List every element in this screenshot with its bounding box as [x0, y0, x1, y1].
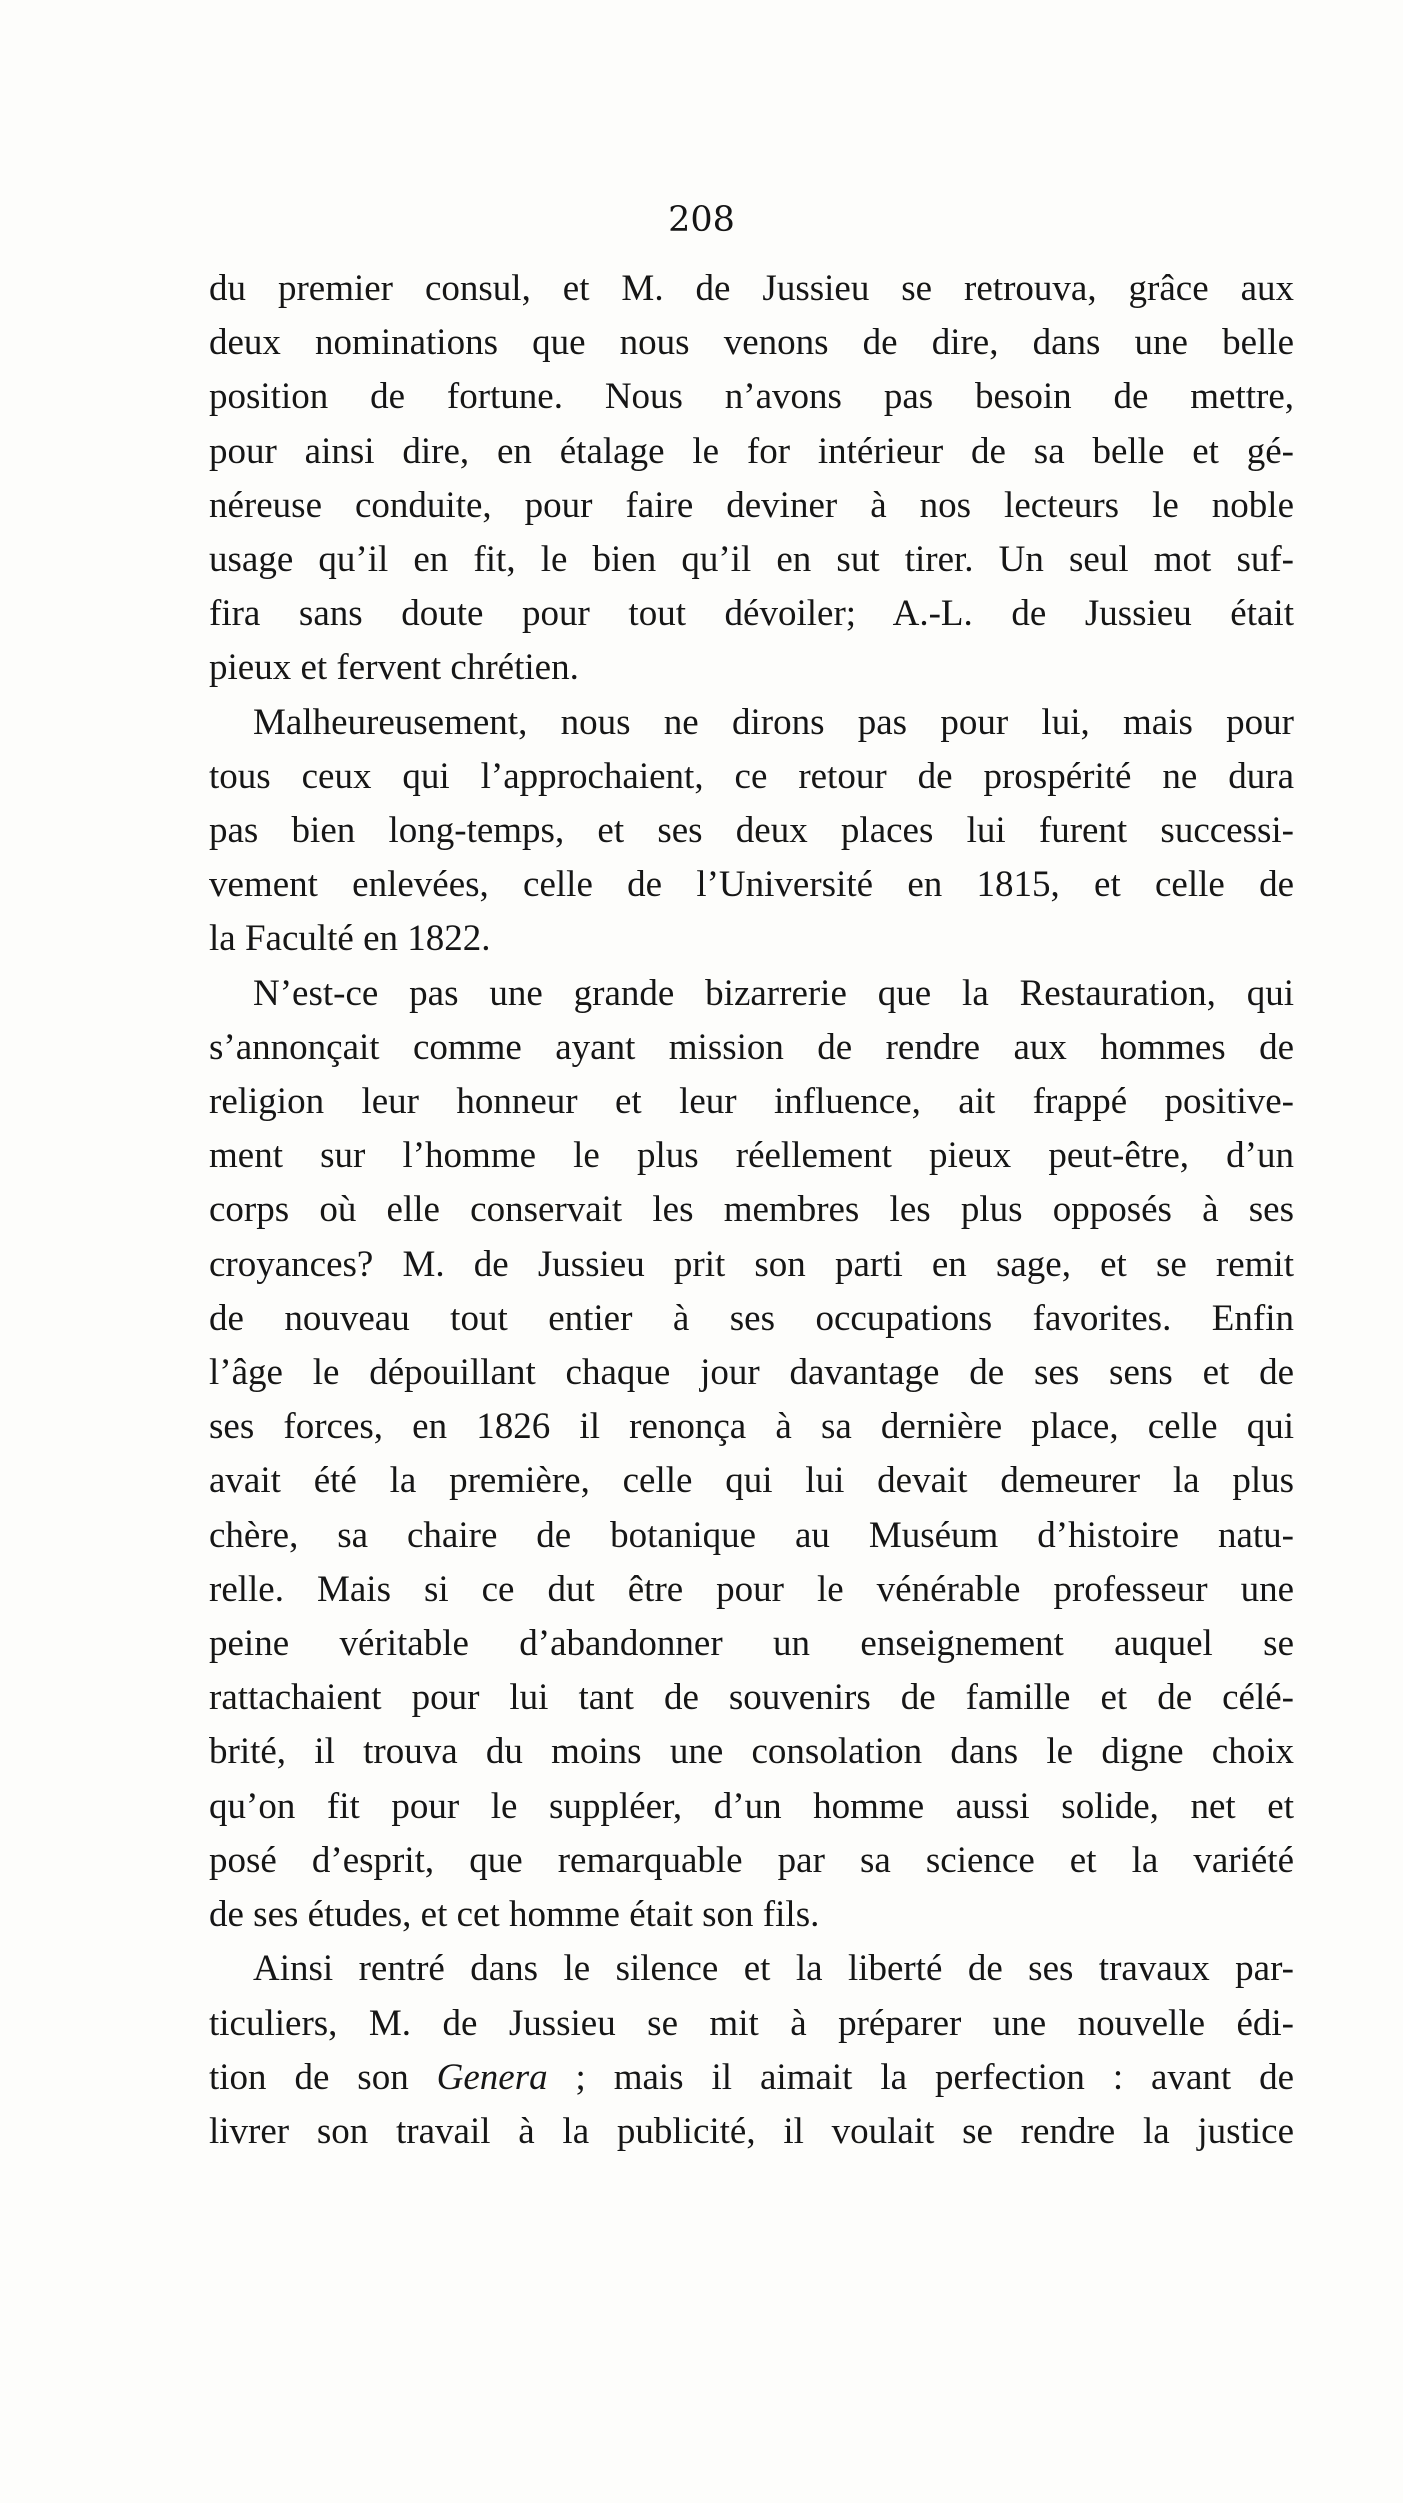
- page-number: 208: [668, 200, 735, 240]
- text-line: pieux et fervent chrétien.: [209, 647, 579, 689]
- text-line: position de fortune. Nous n’avons pas besoin de mettre,: [209, 376, 1294, 418]
- text-line: peine véritable d’abandonner un enseignement auquel se: [209, 1623, 1294, 1665]
- text-line: du premier consul, et M. de Jussieu se retrouva, grâce aux: [209, 268, 1294, 309]
- text-line: pour ainsi dire, en étalage le for intérieur de sa belle et gé-: [209, 430, 1294, 472]
- text-line: ticuliers, M. de Jussieu se mit à préparer une nouvelle édi-: [209, 2002, 1294, 2044]
- text-line: religion leur honneur et leur influence, ait frappé positive-: [209, 1081, 1294, 1123]
- text-line: corps où elle conservait les membres les plus opposés à ses: [209, 1189, 1294, 1231]
- text-line: chère, sa chaire de botanique au Muséum d’histoire natu-: [209, 1514, 1294, 1556]
- book-title-italic: Genera: [436, 2056, 548, 2098]
- text-line: fira sans doute pour tout dévoiler; A.-L. de Jussieu était: [209, 593, 1294, 635]
- paragraph: [209, 262, 1294, 696]
- text-line-content: Malheureusement, nous ne dirons pas pour lui, mais pour: [253, 701, 1294, 743]
- body-text: [209, 262, 1294, 2159]
- text-line: de nouveau tout entier à ses occupations favorites. Enfin: [209, 1297, 1294, 1339]
- text-line: deux nominations que nous venons de dire, dans une belle: [209, 322, 1294, 364]
- text-line: vement enlevées, celle de l’Université en 1815, et celle de: [209, 864, 1294, 906]
- text-line: avait été la première, celle qui lui devait demeurer la plus: [209, 1460, 1294, 1502]
- text-line: [209, 696, 1294, 750]
- text-line: [209, 967, 1294, 1021]
- paragraph: [209, 1942, 1294, 2159]
- text-line: brité, il trouva du moins une consolation dans le digne choix: [209, 1731, 1294, 1773]
- text-line: pas bien long-temps, et ses deux places lui furent successi-: [209, 810, 1294, 852]
- text-line: la Faculté en 1822.: [209, 918, 491, 960]
- text-line: de ses études, et cet homme était son fils.: [209, 1894, 820, 1936]
- text-line-content: N’est-ce pas une grande bizarrerie que la Restauration, qui: [253, 972, 1294, 1014]
- text-line: l’âge le dépouillant chaque jour davantage de ses sens et de: [209, 1352, 1294, 1394]
- text-line: s’annonçait comme ayant mission de rendre aux hommes de: [209, 1026, 1294, 1068]
- text-line: rattachaient pour lui tant de souvenirs de famille et de célé-: [209, 1677, 1294, 1719]
- text-line: néreuse conduite, pour faire deviner à nos lecteurs le noble: [209, 484, 1294, 526]
- text-line: relle. Mais si ce dut être pour le vénérable professeur une: [209, 1568, 1294, 1610]
- text-line: tion de son Genera ; mais il aimait la perfection : avant de: [209, 2056, 1294, 2098]
- text-line: posé d’esprit, que remarquable par sa science et la variété: [209, 1839, 1294, 1881]
- text-line-content: Ainsi rentré dans le silence et la liberté de ses travaux par-: [253, 1948, 1294, 1990]
- text-line: croyances? M. de Jussieu prit son parti en sage, et se remit: [209, 1243, 1294, 1285]
- paragraph: [209, 696, 1294, 967]
- text-line: [209, 1942, 1294, 1996]
- text-line: ses forces, en 1826 il renonça à sa dernière place, celle qui: [209, 1406, 1294, 1448]
- text-line: tous ceux qui l’approchaient, ce retour de prospérité ne dura: [209, 755, 1294, 797]
- text-line: ment sur l’homme le plus réellement pieux peut-être, d’un: [209, 1135, 1294, 1177]
- text-line: qu’on fit pour le suppléer, d’un homme aussi solide, net et: [209, 1785, 1294, 1827]
- text-line: livrer son travail à la publicité, il voulait se rendre la justice: [209, 2110, 1294, 2152]
- paragraph: [209, 967, 1294, 1943]
- text-line: usage qu’il en fit, le bien qu’il en sut tirer. Un seul mot suf-: [209, 539, 1294, 581]
